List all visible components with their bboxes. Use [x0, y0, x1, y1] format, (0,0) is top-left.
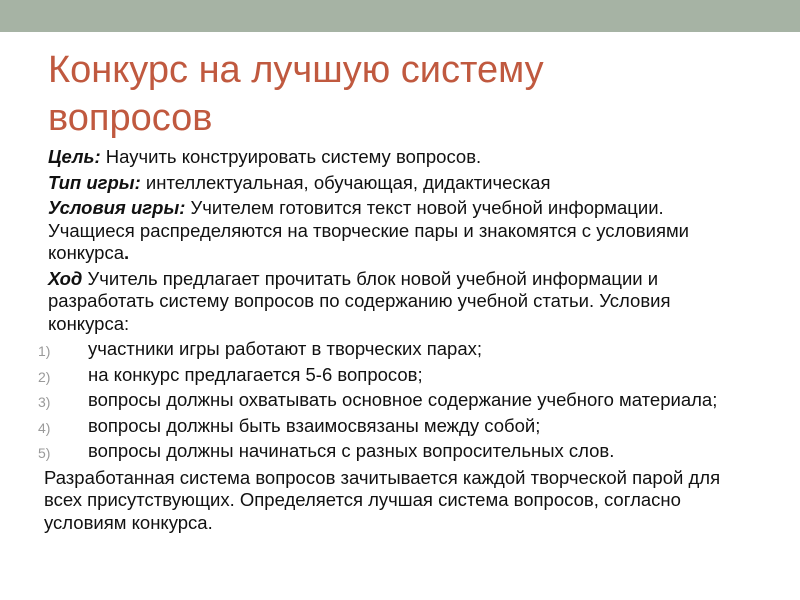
list-item-number: 3)	[38, 394, 51, 410]
list-item	[38, 363, 748, 387]
goal-text: Научить конструировать систему вопросов.	[100, 146, 482, 167]
conditions-end-dot: .	[123, 242, 130, 263]
list-item-text: вопросы должны охватывать основное содержание учебного материала;	[88, 389, 718, 410]
slide-body	[38, 146, 748, 534]
game-type-text: интеллектуальная, обучающая, дидактическая	[140, 171, 551, 193]
conditions-label: Условия игры:	[48, 197, 186, 218]
list-item-text: вопросы должны быть взаимосвязаны между собой;	[88, 414, 541, 436]
list-item-number: 4)	[38, 419, 51, 436]
game-type-paragraph	[48, 172, 748, 195]
list-item	[38, 414, 748, 438]
list-item-text: вопросы должны начинаться с разных вопросительных слов.	[88, 440, 615, 461]
goal-paragraph	[48, 146, 748, 169]
list-item-number: 5)	[38, 445, 51, 461]
course-paragraph	[48, 268, 748, 336]
list-item	[38, 389, 748, 412]
goal-label: Цель:	[48, 146, 101, 167]
conditions-paragraph	[48, 197, 748, 265]
list-item-number: 1)	[38, 343, 51, 359]
closing-paragraph: Разработанная система вопросов зачитывается каждой творческой парой для всех присутствующих. Определяется лучшая система вопросов, согласно условиям конкурса.	[44, 466, 721, 533]
game-type-label: Тип игры:	[48, 171, 141, 193]
course-text: Учитель предлагает прочитать блок новой учебной информации и разработать систему вопросов по содержанию учебной статьи. Условия конкурса:	[48, 267, 671, 334]
list-item-text: на конкурс предлагается 5-6 вопросов;	[88, 363, 423, 385]
slide-title	[48, 46, 748, 142]
slide-title-line2: вопросов	[48, 97, 213, 139]
conditions-list	[38, 338, 748, 463]
list-item-number: 2)	[38, 368, 51, 385]
list-item-text: участники игры работают в творческих парах;	[88, 338, 483, 359]
slide-title-line1: Конкурс на лучшую систему	[48, 49, 544, 91]
list-item	[38, 338, 748, 361]
course-label: Ход	[48, 267, 83, 289]
top-decorative-bar	[0, 0, 800, 32]
list-item	[38, 440, 748, 463]
conditions-text: Учителем готовится текст новой учебной информации. Учащиеся распределяются на творческие пары и знакомятся с условиями конкурса	[48, 197, 690, 263]
